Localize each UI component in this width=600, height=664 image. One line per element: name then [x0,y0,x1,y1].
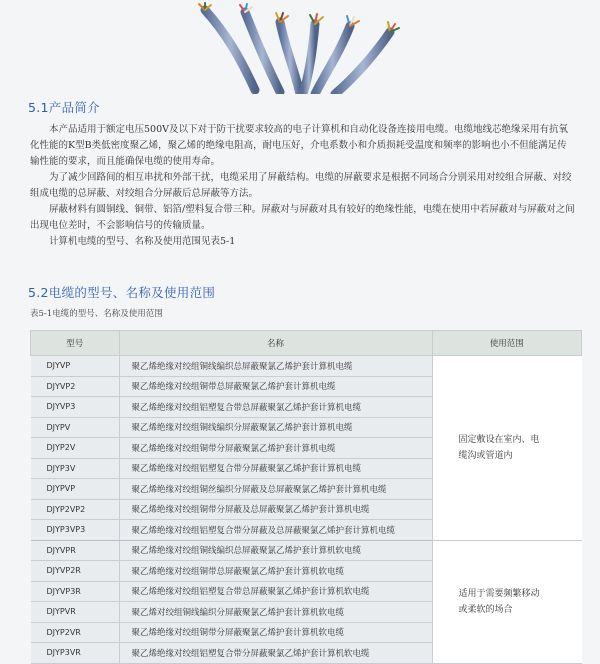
paragraph: 本产品适用于额定电压500V及以下对于防干扰要求较高的电子计算机和自动化设备连接用电缆。电缆地线芯绝缘采用有抗氧化性能的K型B类低密度聚乙烯，聚乙烯的绝缘电阻高，耐电压好，介电系数小和介质损耗受温度和频率的影响也小不但能满足传输性能的要求，而且能确保电缆的使用寿命。 [30,124,568,167]
cell-model: DJYPV [31,417,120,438]
usage-line: 或柔软的场合 [458,604,513,615]
cell-name: 聚乙烯绝缘对绞组铝塑复合带分屏蔽聚氯乙烯护套计算机软电缆 [119,643,432,664]
usage-line: 适用于需要频繁移动 [458,588,540,599]
cell-model: DJYPVP [31,479,120,500]
cell-model: DJYP2VP2 [31,499,120,520]
cell-model: DJYPVR [31,602,120,623]
cell-name: 聚乙烯绝缘对绞组铝塑复合带总屏蔽聚氯乙烯护套计算机软电缆 [119,581,432,602]
cell-model: DJYVP2R [31,561,120,582]
paragraph: 为了减少回路间的相互串扰和外部干扰，电缆采用了屏蔽结构。电缆的屏蔽要求是根据不同场合分别采用对绞组合屏蔽、对绞组成电缆的总屏蔽、对绞组合分屏蔽后总屏蔽等方法。 [30,172,572,199]
cell-model: DJYVP3R [31,581,120,602]
cell-model: DJYP3V [31,458,120,479]
cell-name: 聚乙烯绝缘对绞组铝塑复合带分屏蔽及总屏蔽聚氯乙烯护套计算机电缆 [119,520,432,541]
cell-name: 聚乙烯绝缘对绞组铝塑复合带总屏蔽聚氯乙烯护套计算机电缆 [119,397,432,418]
cell-model: DJYVP2 [31,376,120,397]
header-name: 名称 [119,331,432,356]
cell-name: 聚乙烯绝缘对绞组铜带总屏蔽聚氯乙烯护套计算机软电缆 [119,561,432,582]
usage-flexible [432,540,582,663]
usage-line: 缆沟或管道内 [458,450,513,461]
section-title-cable-models: 5.2电缆的型号、名称及使用范围 [28,285,216,300]
cell-model: DJYP2V [31,438,120,459]
cell-name: 聚乙烯绝缘对绞组铜线编织总屏蔽聚氯乙烯护套计算机电缆 [119,356,432,377]
cell-name: 聚乙烯绝缘对绞组铜带总屏蔽聚氯乙烯护套计算机电缆 [119,376,432,397]
cell-name: 聚乙烯绝缘对绞组铜带分屏蔽及总屏蔽聚氯乙烯护套计算机电缆 [119,499,432,520]
cell-name: 聚乙烯绝缘对绞组铜带分屏蔽聚氯乙烯护套计算机电缆 [119,438,432,459]
table-row [31,356,582,377]
cell-model: DJYP3VP3 [31,520,120,541]
header-usage: 使用范围 [432,331,582,356]
cell-model: DJYVP [31,356,120,377]
cell-model: DJYVP3 [31,397,120,418]
cell-name: 聚乙烯绝缘对绞组铝塑复合带分屏蔽聚氯乙烯护套计算机电缆 [119,458,432,479]
table-row [31,540,582,561]
product-intro-text [30,122,575,250]
cell-model: DJYP2VR [31,622,120,643]
usage-line: 固定敷设在室内、电 [458,434,540,445]
cell-name: 聚乙烯绝缘对绞组铜线编织分屏蔽聚氯乙烯护套计算机电缆 [119,417,432,438]
usage-fixed-install [432,356,582,541]
cable-product-image [185,2,415,94]
cell-name: 聚乙烯对绞组铜线编织分屏蔽聚氯乙烯护套计算机软电缆 [119,602,432,623]
cell-model: DJYP3VR [31,643,120,664]
table-caption: 表5-1电缆的型号、名称及使用范围 [30,309,163,319]
header-model: 型号 [31,331,120,356]
section-title-product-intro: 5.1产品简介 [28,100,100,115]
table-header-row [31,331,582,356]
paragraph: 屏蔽材料有圆铜线、铜带、铝箔/塑料复合带三种。屏蔽对与屏蔽对具有较好的绝缘性能，电缆在使用中若屏蔽对与屏蔽对之间出现电位差时，不会影响信号的传输质量。 [30,204,575,231]
paragraph: 计算机电缆的型号、名称及使用范围见表5-1 [49,236,236,247]
cell-name: 聚乙烯绝缘对绞组铜线编织总屏蔽聚氯乙烯护套计算机软电缆 [119,540,432,561]
cell-name: 聚乙烯绝缘对绞组铜丝编织分屏蔽及总屏蔽聚氯乙烯护套计算机电缆 [119,479,432,500]
cell-name: 聚乙烯绝缘对绞组铜带分屏蔽聚氯乙烯护套计算机软电缆 [119,622,432,643]
cell-model: DJYVPR [31,540,120,561]
cable-spec-table [30,330,582,664]
